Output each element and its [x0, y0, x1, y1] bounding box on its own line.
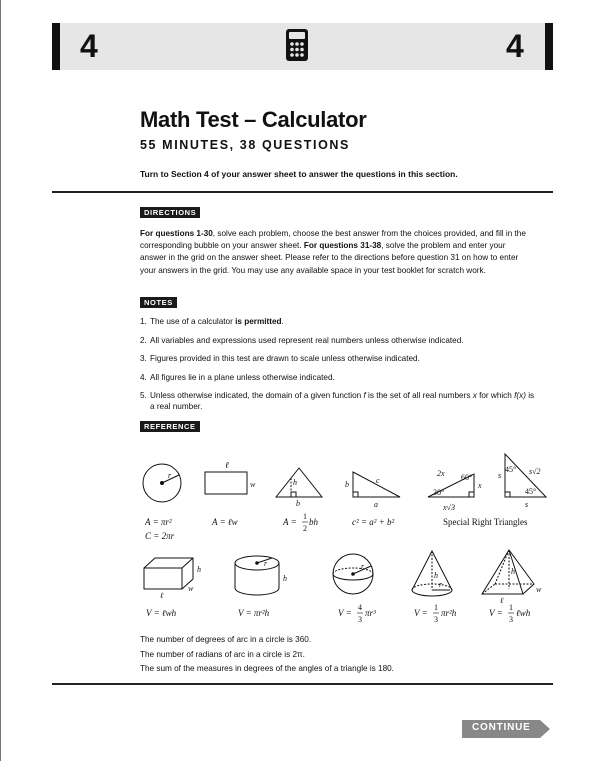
cylinder-figure: [235, 556, 287, 595]
notes-tag: NOTES: [140, 297, 177, 308]
svg-text:45°: 45°: [525, 487, 537, 496]
section-number-right: 4: [506, 28, 524, 64]
svg-text:3: 3: [358, 615, 362, 624]
directions-tag: DIRECTIONS: [140, 207, 200, 218]
svg-text:s√2: s√2: [529, 467, 541, 476]
svg-text:r: r: [439, 580, 443, 589]
svg-text:bh: bh: [309, 517, 318, 527]
note-item: 5. Unless otherwise indicated, the domain of a given function f is the set of all real numbers x for which f(x) is a real number.: [140, 391, 535, 412]
formulas-row-1: [144, 512, 528, 541]
answer-sheet-instruction: Turn to Section 4 of your answer sheet to answer the questions in this section.: [140, 169, 458, 179]
svg-text:s: s: [525, 500, 529, 509]
svg-text:ℓ: ℓ: [160, 591, 164, 600]
svg-text:h: h: [434, 571, 438, 580]
svg-text:c: c: [376, 476, 380, 485]
svg-text:V =: V =: [489, 608, 503, 618]
fact-radians-circle: The number of radians of arc in a circle is 2π.: [140, 649, 305, 659]
continue-button[interactable]: CONTINUE: [472, 722, 531, 733]
svg-text:h: h: [293, 478, 297, 487]
rectangle-figure: [205, 460, 256, 494]
circle-area-formula: A = πr²: [145, 517, 172, 527]
fact-degrees-circle: The number of degrees of arc in a circle is 360.: [140, 635, 312, 644]
directions-q1-bold: For questions 1-30: [140, 229, 213, 238]
formulas-row-2: [146, 603, 531, 624]
cylinder-volume-formula: V = πr²h: [238, 608, 270, 618]
directions-q1-text: , solve each problem, choose the best answer from the choices provided, and fill in the corresponding bubble on your answer sheet.: [140, 229, 526, 251]
svg-text:1: 1: [509, 603, 513, 612]
svg-text:r: r: [264, 559, 268, 568]
svg-text:ℓwh: ℓwh: [516, 608, 531, 618]
svg-text:ℓ: ℓ: [500, 596, 504, 605]
svg-text:s: s: [498, 471, 502, 480]
svg-text:ℓ: ℓ: [225, 460, 229, 470]
svg-text:4: 4: [358, 603, 362, 612]
svg-text:r: r: [361, 562, 365, 571]
sphere-figure: [333, 554, 373, 594]
note-item: 1. The use of a calculator is permitted.: [140, 317, 284, 326]
special-right-triangles-label: Special Right Triangles: [443, 517, 528, 527]
page-title: Math Test – Calculator: [140, 107, 367, 132]
rectangular-prism-figure: [144, 558, 201, 600]
reference-tag: REFERENCE: [140, 421, 200, 432]
right-triangle-figure: [345, 472, 400, 509]
svg-text:a: a: [374, 500, 378, 509]
pyramid-figure: [482, 550, 542, 605]
bottom-divider: [52, 683, 553, 685]
svg-text:b: b: [296, 499, 300, 508]
svg-text:w: w: [250, 480, 256, 489]
cone-figure: [412, 551, 452, 596]
svg-text:A =: A =: [283, 517, 297, 527]
circle-figure: [143, 464, 181, 502]
pythagorean-formula: c² = a² + b²: [352, 517, 395, 527]
svg-text:πr³: πr³: [365, 608, 376, 618]
svg-text:x: x: [478, 481, 482, 490]
svg-text:V =: V =: [414, 608, 428, 618]
svg-text:w: w: [188, 584, 194, 593]
reference-facts: [140, 633, 394, 677]
forty-five-triangle: [498, 454, 546, 509]
svg-text:πr²h: πr²h: [441, 608, 457, 618]
note-item: 3. Figures provided in this test are drawn to scale unless otherwise indicated.: [140, 354, 420, 364]
svg-text:x√3: x√3: [443, 503, 455, 512]
rectangle-area-formula: A = ℓw: [212, 517, 238, 527]
svg-text:r: r: [168, 471, 172, 480]
circle-circumference-formula: C = 2πr: [145, 531, 175, 541]
svg-text:3: 3: [434, 615, 438, 624]
test-duration-subtitle: 55 MINUTES, 38 QUESTIONS: [140, 138, 350, 152]
box-volume-formula: V = ℓwh: [146, 608, 177, 618]
svg-text:45°: 45°: [505, 465, 517, 474]
svg-text:V =: V =: [338, 608, 352, 618]
fact-triangle-angles: The sum of the measures in degrees of the angles of a triangle is 180.: [140, 664, 394, 673]
svg-text:b: b: [345, 480, 349, 489]
svg-text:2x: 2x: [437, 469, 445, 478]
note-item: 2. All variables and expressions used represent real numbers unless otherwise indicated.: [140, 335, 464, 345]
thirty-sixty-ninety-triangle: [428, 469, 482, 512]
svg-text:60°: 60°: [461, 473, 473, 482]
triangle-figure: [276, 468, 322, 508]
directions-q2-text: , solve the problem and enter your answer in the grid on the answer sheet. Please refer to the directions before question 31 on how to enter your answers in the grid. You may use any available space in your test booklet for scratch work.: [140, 241, 519, 275]
section-number-left: 4: [80, 28, 98, 64]
svg-text:h: h: [511, 567, 515, 576]
svg-text:w: w: [536, 585, 542, 594]
directions-q2-bold: For questions 31-38: [303, 241, 382, 251]
svg-text:3: 3: [509, 615, 513, 624]
svg-text:1: 1: [303, 512, 307, 521]
note-item: 4. All figures lie in a plane unless otherwise indicated.: [140, 372, 335, 382]
svg-text:30°: 30°: [433, 488, 445, 497]
svg-text:h: h: [197, 565, 201, 574]
svg-text:h: h: [283, 574, 287, 583]
svg-text:1: 1: [434, 603, 438, 612]
svg-text:2: 2: [303, 524, 307, 533]
